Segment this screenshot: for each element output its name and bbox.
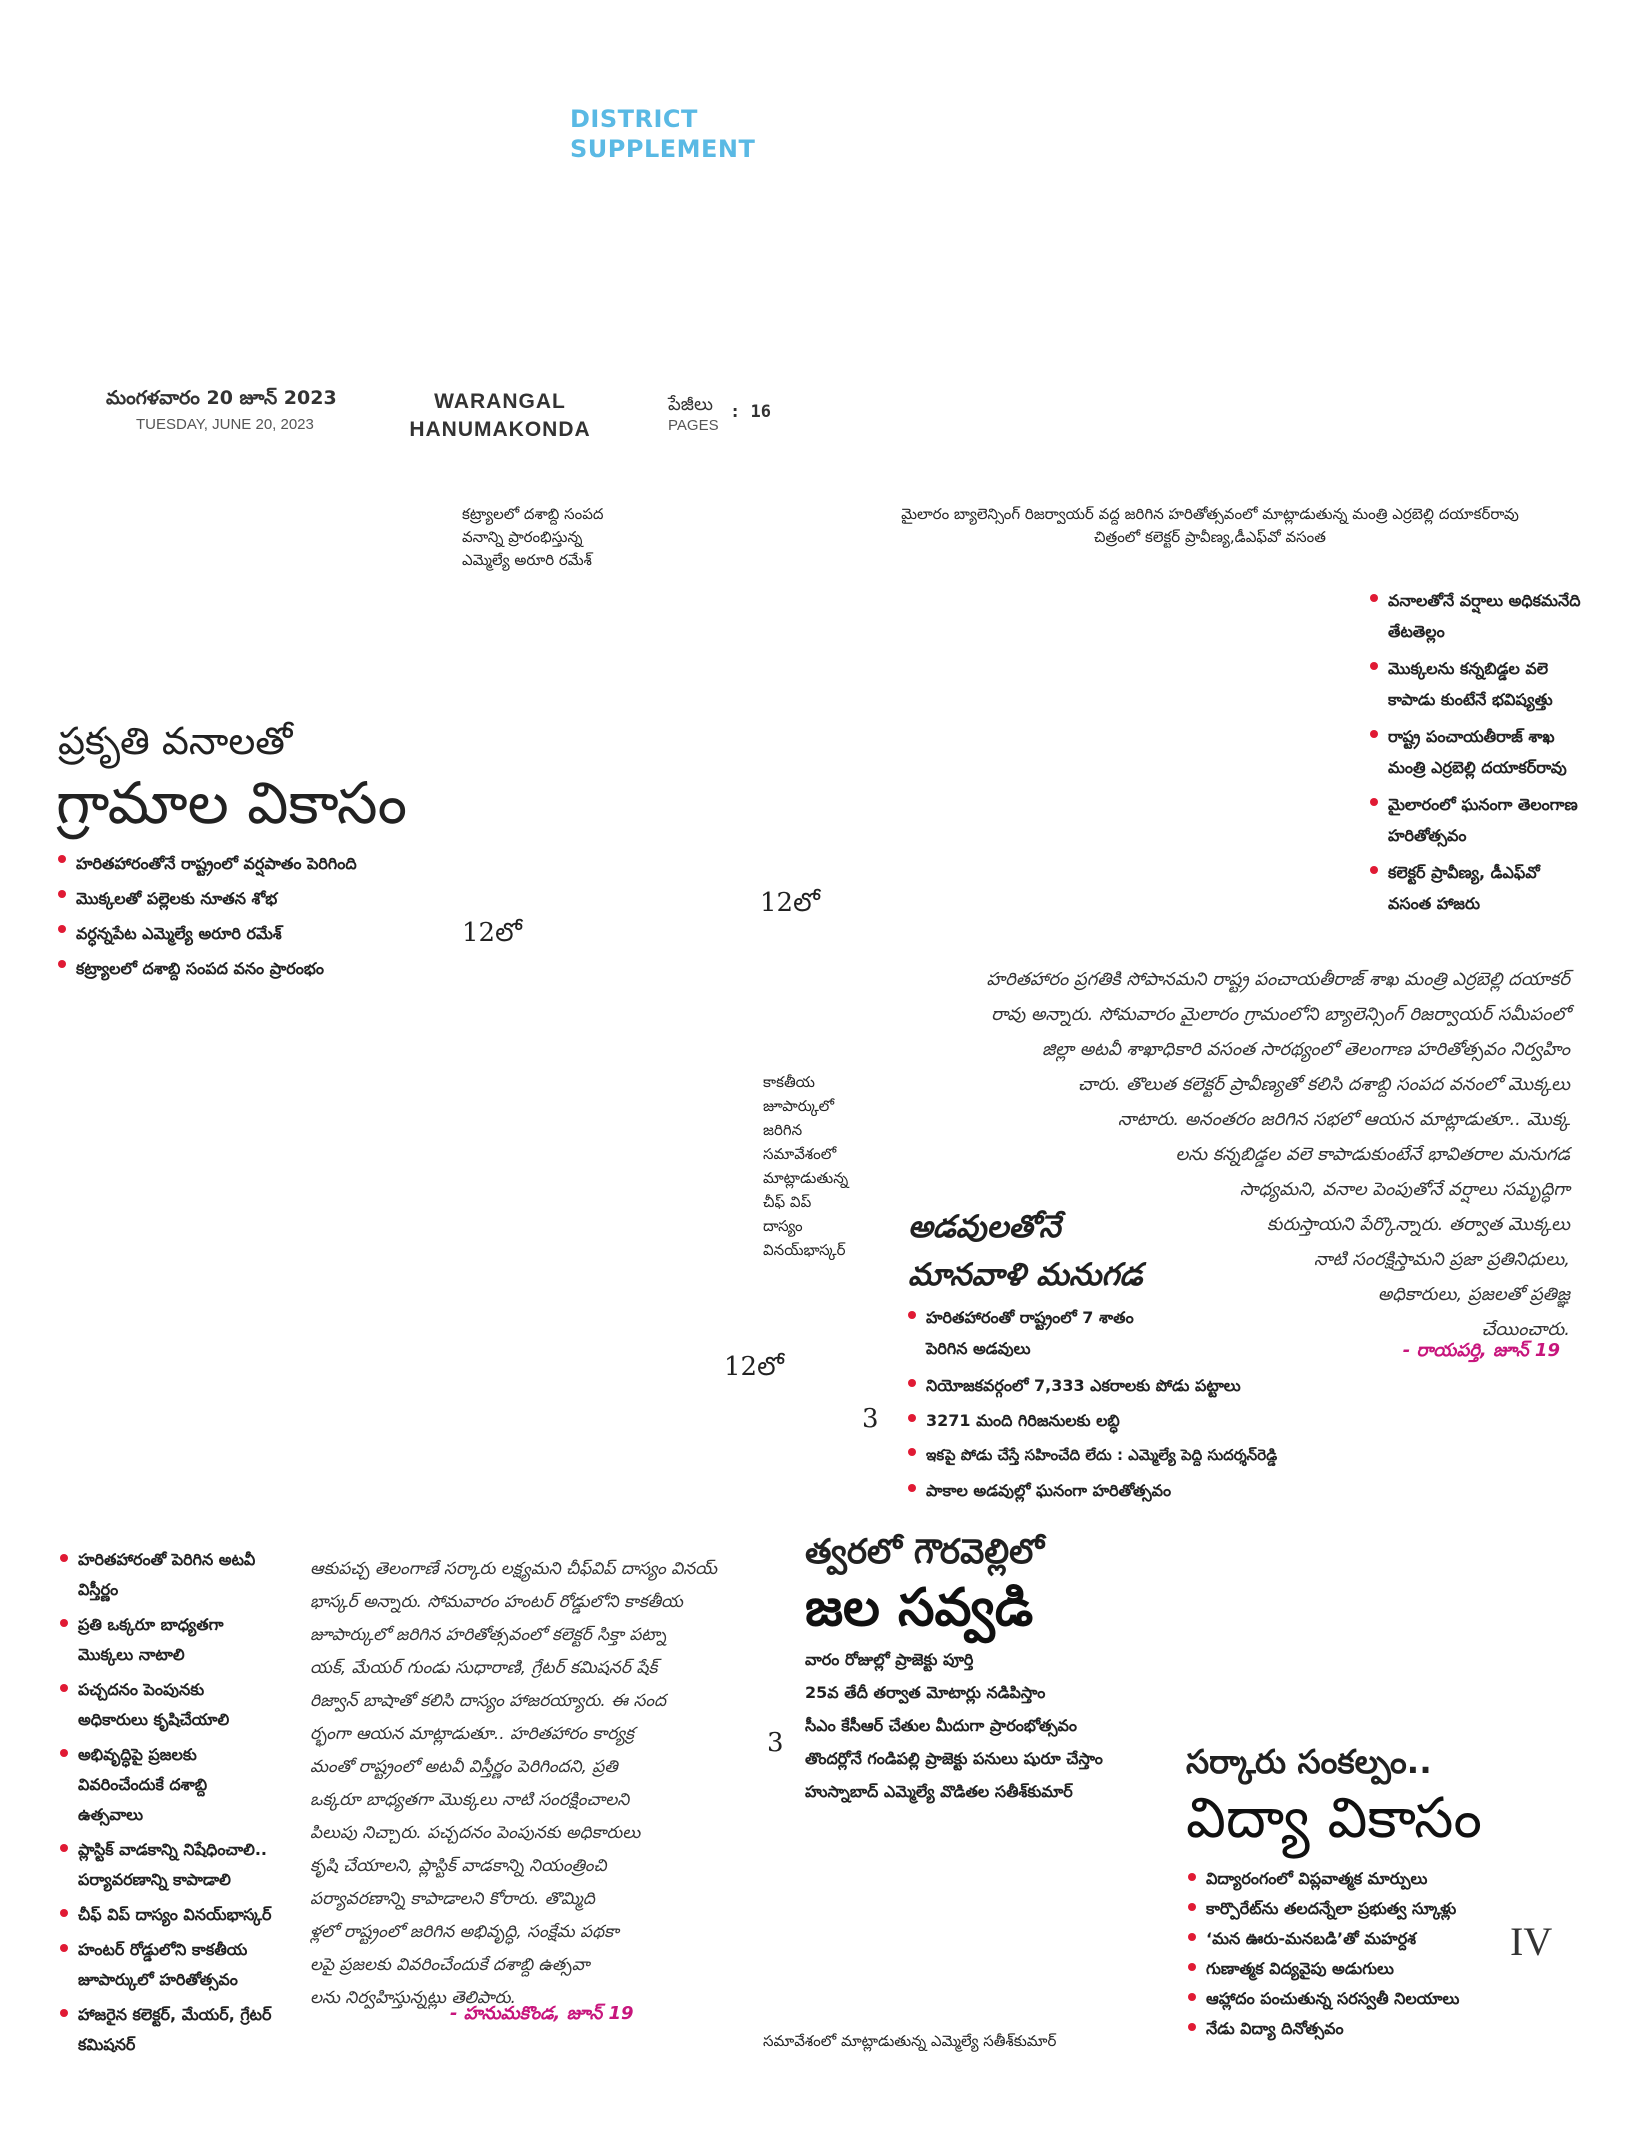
headline-gouravelli: జల సవ్వడి <box>805 1578 1034 1638</box>
caption-line: సమావేశంలో <box>763 1145 837 1163</box>
bullet-item: వనాలతోనే వర్షాలు అధికమనేది తేటతెల్లం <box>1368 585 1588 647</box>
body-line: జూపార్కులో జరిగిన హరితోత్సవంలో కలెక్టర్ సిక్తా పట్నా <box>310 1625 667 1645</box>
body-line: ఒక్కరూ బాధ్యతగా మొక్కలు నాటి సంరక్షించాలని <box>310 1790 630 1810</box>
caption-sathish: సమావేశంలో మాట్లాడుతున్న ఎమ్మెల్యే సతీశ్‌కుమార్ <box>763 2032 1057 2050</box>
bullet-item: ఇకపై పోడు చేస్తే సహించేది లేదు : ఎమ్మెల్యే పెద్ది సుదర్శన్‌రెడ్డి <box>906 1440 1346 1471</box>
edition-line-1: WARANGAL <box>434 390 566 413</box>
bullet-item: మొక్కలను కన్నబిడ్డల వలె కాపాడు కుంటేనే భవిష్యత్తు <box>1368 653 1588 715</box>
bullet-item: హరితహారంతో రాష్ట్రంలో 7 శాతం పెరిగిన అడవులు <box>906 1302 1136 1364</box>
bullet-item: వర్ధన్నపేట ఎమ్మెల్యే అరూరి రమేశ్ <box>56 916 476 951</box>
date-telugu: మంగళవారం 20 జూన్ 2023 <box>106 387 337 409</box>
bullet-item: నియోజకవర్గంలో 7,333 ఎకరాలకు పోడు పట్టాలు <box>906 1370 1346 1401</box>
kicker-prakruthi: ప్రకృతి వనాలతో <box>58 719 293 763</box>
caption-line: మాట్లాడుతున్న <box>763 1169 849 1187</box>
caption-kattrayal <box>462 503 682 572</box>
body-line: సాధ్యమని, వనాల పెంపుతోనే వర్షాలు సమృద్ధిగా <box>1239 1179 1570 1200</box>
bullet-item: రాష్ట్ర పంచాయతీరాజ్ శాఖ మంత్రి ఎర్రబెల్లి దయాకర్‌రావు <box>1368 721 1588 783</box>
body-line: లను నిర్వహిస్తున్నట్లు తెలిపారు. <box>310 1988 516 2008</box>
page-ref-prakruthi: 12లో <box>462 918 522 948</box>
pages-count: : 16 <box>730 402 771 422</box>
caption-line: జరిగిన <box>763 1121 803 1139</box>
bullets-adavulu <box>906 1302 1346 1506</box>
body-line: మంతో రాష్ట్రంలో అటవీ విస్తీర్ణం పెరిగిందని, ప్రతి <box>310 1757 618 1777</box>
body-line: కురుస్తాయని పేర్కొన్నారు. తర్వాత మొక్కలు <box>1266 1214 1570 1235</box>
bullets-mylaram <box>1368 585 1588 925</box>
headline-adavulu <box>908 1203 1142 1299</box>
body-line: నాటి సంరక్షిస్తామని ప్రజా ప్రతినిధులు, <box>1313 1249 1570 1270</box>
page-num-vidya: IV <box>1510 1919 1553 1964</box>
bullet-item: విద్యారంగంలో విప్లవాత్మక మార్పులు <box>1186 1864 1586 1894</box>
bullet-item: కలెక్టర్ ప్రావీణ్య, డీఎఫ్‌వో వసంత హాజరు <box>1368 857 1588 919</box>
kicker-vidya: సర్కారు సంకల్పం.. <box>1186 1742 1432 1781</box>
body-line: పిలుపు నిచ్చారు. పచ్చదనం పెంపునకు అధికారులు <box>310 1823 641 1843</box>
bullet-item: నేడు విద్యా దినోత్సవం <box>1186 2014 1586 2044</box>
bullet-item: పచ్చదనం పెంపునకు అధికారులు కృషిచేయాలి <box>58 1675 273 1735</box>
body-line: రిజ్వాన్ బాషాతో కలిసి దాస్యం హాజరయ్యారు. ఈ సంద <box>310 1691 667 1711</box>
body-line: నాటారు. అనంతరం జరిగిన సభలో ఆయన మాట్లాడుతూ.. మొక్క <box>1118 1109 1570 1130</box>
bullets-prakruthi <box>56 846 476 986</box>
summary-line: హుస్నాబాద్ ఎమ్మెల్యే వొడితల సతీశ్‌కుమార్ <box>805 1782 1073 1801</box>
headline-vidya: విద్యా వికాసం <box>1186 1786 1482 1851</box>
caption-line: వినయ్‌భాస్కర్ <box>763 1241 846 1259</box>
caption-line: ఎమ్మెల్యే అరూరి రమేశ్ <box>462 551 592 569</box>
bullet-item: మొక్కలతో పల్లెలకు నూతన శోభ <box>56 881 476 916</box>
edition-line-2: HANUMAKONDA <box>409 418 591 441</box>
page-num-adavulu: 3 <box>862 1404 879 1434</box>
body-line: పర్యావరణాన్ని కాపాడాలని కోరారు. తొమ్మిది <box>310 1889 595 1909</box>
body-vinay <box>310 1553 765 2015</box>
body-line: అధికారులు, ప్రజలతో ప్రతిజ్ఞ <box>1377 1284 1570 1305</box>
headline-line: మానవాళి మనుగడ <box>908 1257 1143 1293</box>
supplement-line-2: SUPPLEMENT <box>570 135 756 163</box>
caption-line: మైలారం బ్యాలెన్సింగ్ రిజర్వాయర్ వద్ద జరిగిన హరితోత్సవంలో మాట్లాడుతున్న మంత్రి ఎర్రబెల్లి దయాకర్‌రావు <box>901 505 1519 523</box>
bullet-item: ప్లాస్టిక్ వాడకాన్ని నిషేధించాలి.. పర్యావరణాన్ని కాపాడాలి <box>58 1835 273 1895</box>
body-line: ళ్లలో రాష్ట్రంలో జరిగిన అభివృద్ధి, సంక్షేమ పథకా <box>310 1922 619 1942</box>
bullet-item: అభివృద్ధిపై ప్రజలకు వివరించేందుకే దశాబ్ది ఉత్సవాలు <box>58 1740 273 1830</box>
pages-label-telugu: పేజీలు <box>668 394 713 415</box>
bullets-vinay <box>58 1545 273 2060</box>
bullet-item: ఆహ్లాదం పంచుతున్న సరస్వతీ నిలయాలు <box>1186 1984 1586 2014</box>
dateline-vinay: - హనుమకొండ, జూన్ 19 <box>450 2003 634 2024</box>
bullet-item: చీఫ్ విప్ దాస్యం వినయ్‌భాస్కర్ <box>58 1900 273 1930</box>
body-line: చారు. తొలుత కలెక్టర్ ప్రావీణ్యతో కలిసి దశాబ్ది సంపద వనంలో మొక్కలు <box>1077 1074 1570 1095</box>
lines-gouravelli <box>805 1643 1185 1808</box>
summary-line: తొందర్లోనే గండిపల్లి ప్రాజెక్టు పనులు షురూ చేస్తాం <box>805 1749 1103 1768</box>
bullet-item: ప్రతి ఒక్కరూ బాధ్యతగా మొక్కలు నాటాలి <box>58 1610 273 1670</box>
body-line: హరితహారం ప్రగతికి సోపానమని రాష్ట్ర పంచాయతీరాజ్ శాఖ మంత్రి ఎర్రబెల్లి దయాకర్ <box>986 969 1570 990</box>
bullet-item: 3271 మంది గిరిజనులకు లబ్ధి <box>906 1405 1346 1436</box>
dateline-mylaram: - రాయపర్తి, జూన్ 19 <box>1402 1340 1560 1361</box>
body-line: లపై ప్రజలకు వివరించేందుకే దశాబ్ది ఉత్సవా <box>310 1955 590 1975</box>
body-line: లను కన్నబిడ్డల వలె కాపాడుకుంటేనే భావితరాల మనుగడ <box>1175 1144 1570 1165</box>
caption-mylaram <box>850 503 1570 549</box>
body-line: యక్, మేయర్ గుండు సుధారాణి, గ్రేటర్ కమిషనర్ షేక్ <box>310 1658 658 1678</box>
page-ref-mylaram: 12లో <box>760 888 820 918</box>
bullet-item: హరితహారంతో పెరిగిన అటవీ విస్తీర్ణం <box>58 1545 273 1605</box>
bullet-item: హరితహారంతోనే రాష్ట్రంలో వర్షపాతం పెరిగింది <box>56 846 476 881</box>
bullet-item: మైలారంలో ఘనంగా తెలంగాణ హరితోత్సవం <box>1368 789 1588 851</box>
caption-line: వనాన్ని ప్రారంభిస్తున్న <box>462 528 583 546</box>
body-line: భాస్కర్ అన్నారు. సోమవారం హంటర్ రోడ్డులోని కాకతీయ <box>310 1592 683 1612</box>
body-line: చేయించారు. <box>1481 1319 1570 1340</box>
page-ref-adavulu: 12లో <box>724 1352 784 1382</box>
bullet-item: హాజరైన కలెక్టర్, మేయర్, గ్రేటర్ కమిషనర్ <box>58 2000 273 2060</box>
caption-line: కట్ర్యాలలో దశాబ్ది సంపద <box>462 505 604 523</box>
bullet-item: కట్ర్యాలలో దశాబ్ది సంపద వనం ప్రారంభం <box>56 951 476 986</box>
edition-name <box>400 388 600 444</box>
summary-line: 25వ తేదీ తర్వాత మోటార్లు నడిపిస్తాం <box>805 1683 1046 1702</box>
kicker-gouravelli: త్వరలో గౌరవెల్లిలో <box>805 1532 1045 1572</box>
body-line: ర్భంగా ఆయన మాట్లాడుతూ.. హరితహారం కార్యక్ర <box>310 1724 635 1744</box>
district-supplement-label <box>570 104 755 164</box>
caption-line: కాకతీయ <box>763 1073 815 1091</box>
bullet-item: ‘మన ఊరు-మనబడి’తో మహర్దశ <box>1186 1924 1586 1954</box>
bullet-item: పాకాల అడవుల్లో ఘనంగా హరితోత్సవం <box>906 1475 1346 1506</box>
summary-line: వారం రోజుల్లో ప్రాజెక్టు పూర్తి <box>805 1650 974 1669</box>
page-num-gouravelli: 3 <box>767 1728 784 1758</box>
headline-line: అడవులతోనే <box>908 1209 1061 1245</box>
caption-line: చీఫ్ విప్ <box>763 1193 812 1211</box>
headline-prakruthi: గ్రామాల వికాసం <box>56 769 408 837</box>
caption-line: జూపార్కులో <box>763 1097 835 1115</box>
pages-label-english: PAGES <box>668 417 719 434</box>
bullet-item: కార్పొరేట్‌ను తలదన్నేలా ప్రభుత్వ స్కూళ్లు <box>1186 1894 1586 1924</box>
supplement-line-1: DISTRICT <box>570 105 698 133</box>
caption-line: చిత్రంలో కలెక్టర్ ప్రావీణ్య,డీఎఫ్‌వో వసంత <box>1094 528 1326 546</box>
body-line: కృషి చేయాలని, ప్లాస్టిక్ వాడకాన్ని నియంత్రించి <box>310 1856 607 1876</box>
body-line: ఆకుపచ్చ తెలంగాణే సర్కారు లక్ష్యమని చీఫ్‌విప్ దాస్యం వినయ్ <box>310 1559 718 1579</box>
bullet-item: గుణాత్మక విద్యవైపు అడుగులు <box>1186 1954 1586 1984</box>
body-line: రావు అన్నారు. సోమవారం మైలారం గ్రామంలోని బ్యాలెన్సింగ్ రిజర్వాయర్ సమీపంలో <box>991 1004 1570 1025</box>
date-english: TUESDAY, JUNE 20, 2023 <box>136 416 314 433</box>
bullet-item: హంటర్ రోడ్డులోని కాకతీయ జూపార్కులో హరితోత్సవం <box>58 1935 273 1995</box>
body-line: జిల్లా అటవీ శాఖాధికారి వసంత సారథ్యంలో తెలంగాణ హరితోత్సవం నిర్వహిం <box>1042 1039 1570 1060</box>
summary-line: సీఎం కేసీఆర్ చేతుల మీదుగా ప్రారంభోత్సవం <box>805 1716 1078 1735</box>
caption-line: దాస్యం <box>763 1217 803 1235</box>
